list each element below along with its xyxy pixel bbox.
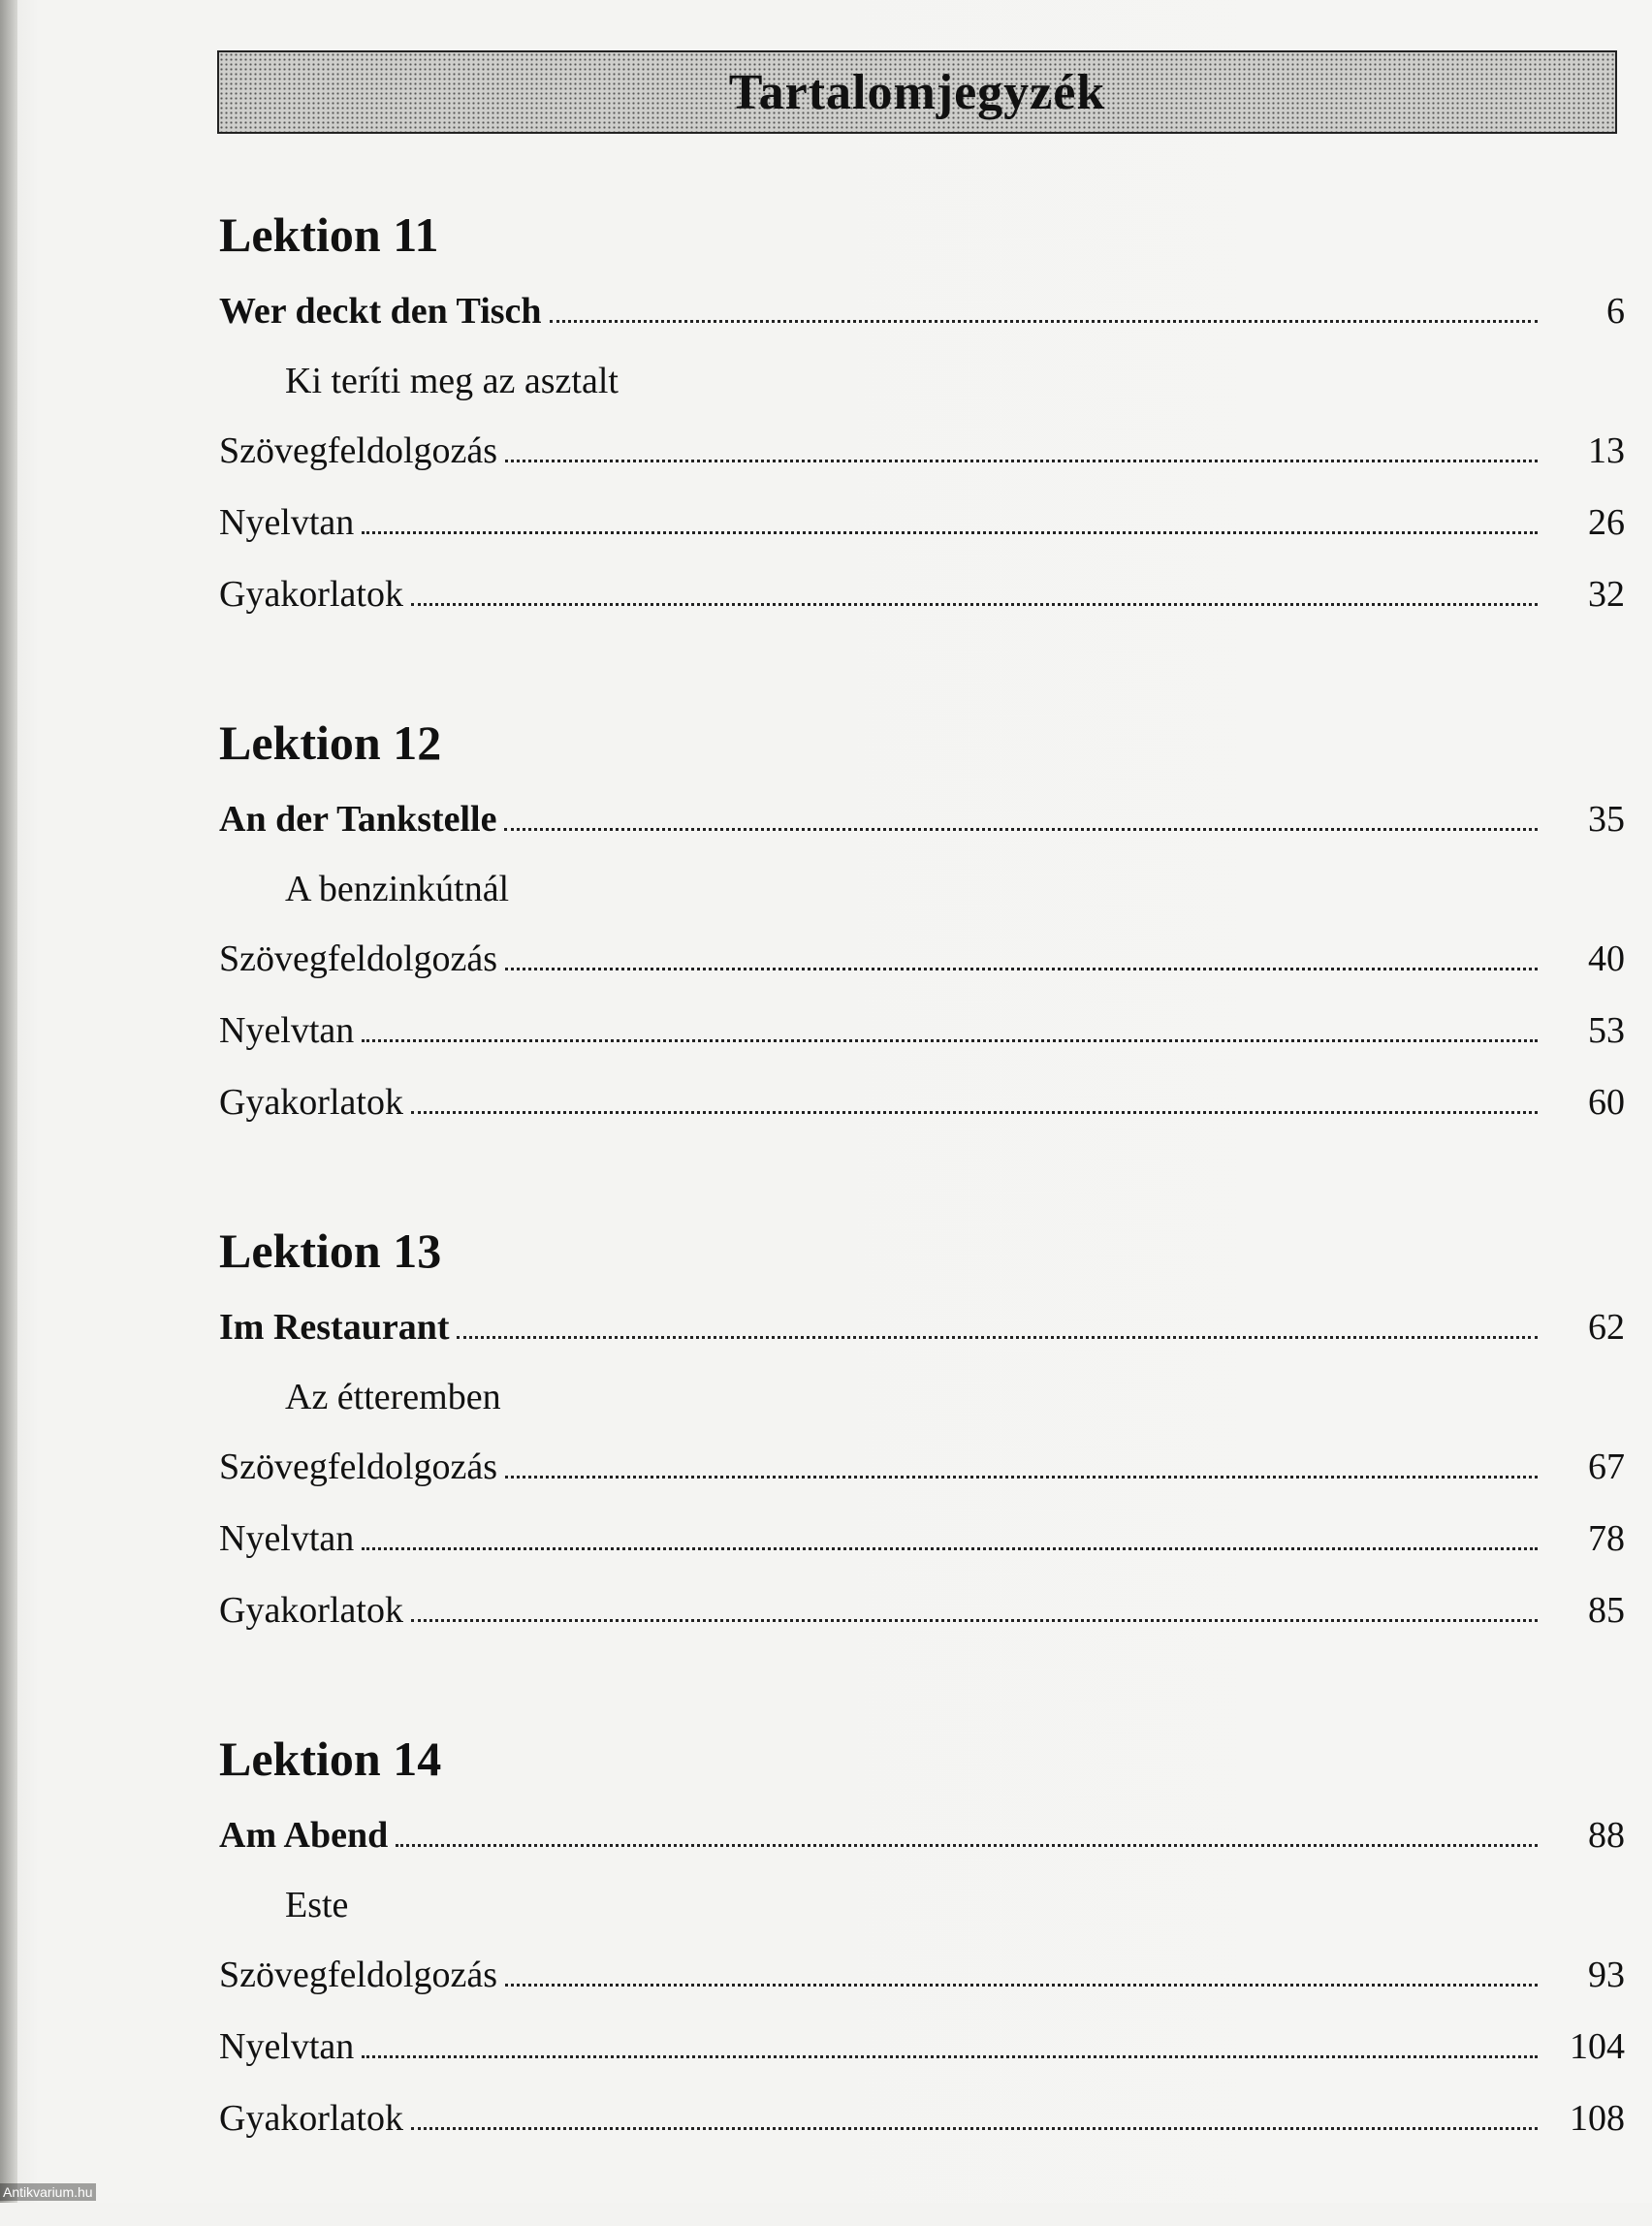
toc-entry-main [219, 1799, 1625, 1871]
toc-entry [219, 1503, 1625, 1574]
lesson-13 [219, 1210, 1625, 1646]
dot-leader [457, 1335, 1538, 1339]
lesson-11 [219, 194, 1625, 630]
lesson-title: Lektion 13 [219, 1224, 442, 1278]
toc-entry-main [219, 783, 1625, 855]
page-number: 67 [1588, 1447, 1625, 1487]
dot-leader [505, 1983, 1538, 1987]
page-number: 32 [1588, 574, 1625, 615]
entry-label: Am Abend [219, 1815, 389, 1856]
page-number: 53 [1588, 1010, 1625, 1051]
page-number: 108 [1570, 2098, 1625, 2139]
entry-label: Nyelvtan [219, 502, 355, 543]
entry-label: Szövegfeldolgozás [219, 430, 498, 471]
page-number: 26 [1588, 502, 1625, 543]
dot-leader [505, 967, 1538, 970]
lesson-title: Lektion 12 [219, 716, 442, 770]
entry-label: Nyelvtan [219, 2026, 355, 2067]
lesson-title: Lektion 11 [219, 207, 439, 262]
lesson-title: Lektion 14 [219, 1732, 442, 1786]
dot-leader [505, 1475, 1538, 1479]
page-number: 35 [1588, 799, 1625, 840]
entry-label: Nyelvtan [219, 1518, 355, 1559]
dot-leader [550, 319, 1538, 323]
entry-label: Gyakorlatok [219, 574, 403, 615]
page-binding-edge [0, 0, 17, 2203]
dot-leader [362, 530, 1538, 534]
toc-entry [219, 1939, 1625, 2011]
toc-entry [219, 415, 1625, 487]
page-number: 85 [1588, 1590, 1625, 1631]
lesson-subtitle: Ki teríti meg az asztalt [285, 361, 619, 401]
dot-leader [504, 827, 1538, 831]
page-number: 93 [1588, 1955, 1625, 1995]
toc-entry-main [219, 1291, 1625, 1363]
page-number: 60 [1588, 1082, 1625, 1123]
dot-leader [411, 1618, 1538, 1622]
table-of-contents [219, 194, 1625, 2226]
entry-label: Szövegfeldolgozás [219, 938, 498, 979]
toc-entry [219, 487, 1625, 558]
page-number: 6 [1606, 291, 1625, 332]
page-number: 13 [1588, 430, 1625, 471]
dot-leader [362, 1546, 1538, 1550]
entry-label: Im Restaurant [219, 1307, 450, 1348]
lesson-subtitle: Este [285, 1885, 349, 1925]
dot-leader [362, 1038, 1538, 1042]
toc-header [217, 50, 1617, 134]
toc-entry [219, 1574, 1625, 1646]
entry-label: Gyakorlatok [219, 2098, 403, 2139]
dot-leader [362, 2054, 1538, 2058]
toc-entry-main [219, 275, 1625, 347]
entry-label: Gyakorlatok [219, 1082, 403, 1123]
page-number: 78 [1588, 1518, 1625, 1559]
toc-entry [219, 1066, 1625, 1138]
dot-leader [396, 1843, 1538, 1847]
toc-entry [219, 558, 1625, 630]
entry-label: Nyelvtan [219, 1010, 355, 1051]
page-title: Tartalomjegyzék [728, 64, 1106, 120]
lesson-12 [219, 702, 1625, 1138]
lesson-subtitle: A benzinkútnál [285, 869, 510, 909]
entry-label: Gyakorlatok [219, 1590, 403, 1631]
entry-label: Szövegfeldolgozás [219, 1955, 498, 1995]
page-number: 40 [1588, 938, 1625, 979]
toc-entry [219, 2083, 1625, 2154]
entry-label: Wer deckt den Tisch [219, 291, 542, 332]
page-number: 88 [1588, 1815, 1625, 1856]
dot-leader [411, 2126, 1538, 2130]
toc-entry [219, 923, 1625, 995]
entry-label: Szövegfeldolgozás [219, 1447, 498, 1487]
toc-entry [219, 1431, 1625, 1503]
dot-leader [505, 459, 1538, 462]
page-number: 104 [1570, 2026, 1625, 2067]
toc-entry [219, 2011, 1625, 2083]
toc-entry [219, 995, 1625, 1066]
lesson-subtitle: Az étteremben [285, 1377, 501, 1417]
dot-leader [411, 1110, 1538, 1114]
dot-leader [411, 602, 1538, 606]
page-number: 62 [1588, 1307, 1625, 1348]
watermark-text: Antikvarium.hu [0, 2183, 96, 2201]
lesson-14 [219, 1718, 1625, 2154]
entry-label: An der Tankstelle [219, 799, 497, 840]
